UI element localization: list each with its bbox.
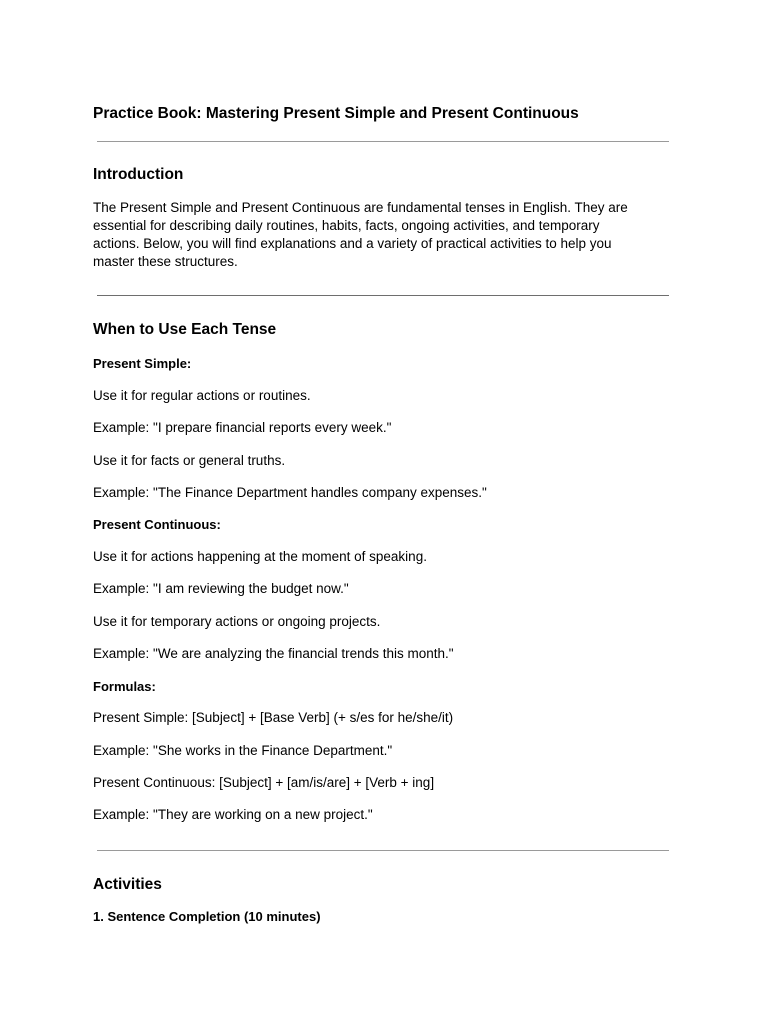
subheading-present-continuous: Present Continuous: (93, 517, 221, 532)
paragraph-line: master these structures. (93, 254, 238, 269)
rule-text: Use it for actions happening at the moment of speaking. (93, 549, 427, 564)
paragraph-line: actions. Below, you will find explanations and a variety of practical activities to help you (93, 236, 612, 251)
rule-text: Use it for temporary actions or ongoing projects. (93, 614, 381, 629)
example-text: Example: "I prepare financial reports every week." (93, 420, 392, 435)
example-text: Example: "I am reviewing the budget now." (93, 581, 349, 596)
paragraph-line: The Present Simple and Present Continuous are fundamental tenses in English. They are (93, 200, 628, 215)
rule-text: Use it for regular actions or routines. (93, 388, 311, 403)
section-heading-when-to-use: When to Use Each Tense (93, 321, 277, 338)
introduction-paragraph (93, 199, 673, 271)
subheading-formulas: Formulas: (93, 679, 156, 694)
formula-text: Present Simple: [Subject] + [Base Verb] (+ s/es for he/she/it) (93, 710, 454, 725)
example-text: Example: "She works in the Finance Department." (93, 743, 393, 758)
rule-text: Use it for facts or general truths. (93, 453, 286, 468)
divider (97, 141, 669, 142)
example-text: Example: "They are working on a new project." (93, 807, 373, 822)
section-heading-introduction: Introduction (93, 166, 184, 183)
paragraph-line: essential for describing daily routines, habits, facts, ongoing activities, and temporary (93, 218, 600, 233)
section-heading-activities: Activities (93, 876, 162, 893)
subheading-present-simple: Present Simple: (93, 356, 192, 371)
divider (97, 295, 669, 296)
document-title: Practice Book: Mastering Present Simple and Present Continuous (93, 105, 579, 122)
example-text: Example: "We are analyzing the financial trends this month." (93, 646, 454, 661)
divider (97, 850, 669, 851)
example-text: Example: "The Finance Department handles company expenses." (93, 485, 487, 500)
activity-heading: 1. Sentence Completion (10 minutes) (93, 909, 321, 924)
formula-text: Present Continuous: [Subject] + [am/is/are] + [Verb + ing] (93, 775, 435, 790)
